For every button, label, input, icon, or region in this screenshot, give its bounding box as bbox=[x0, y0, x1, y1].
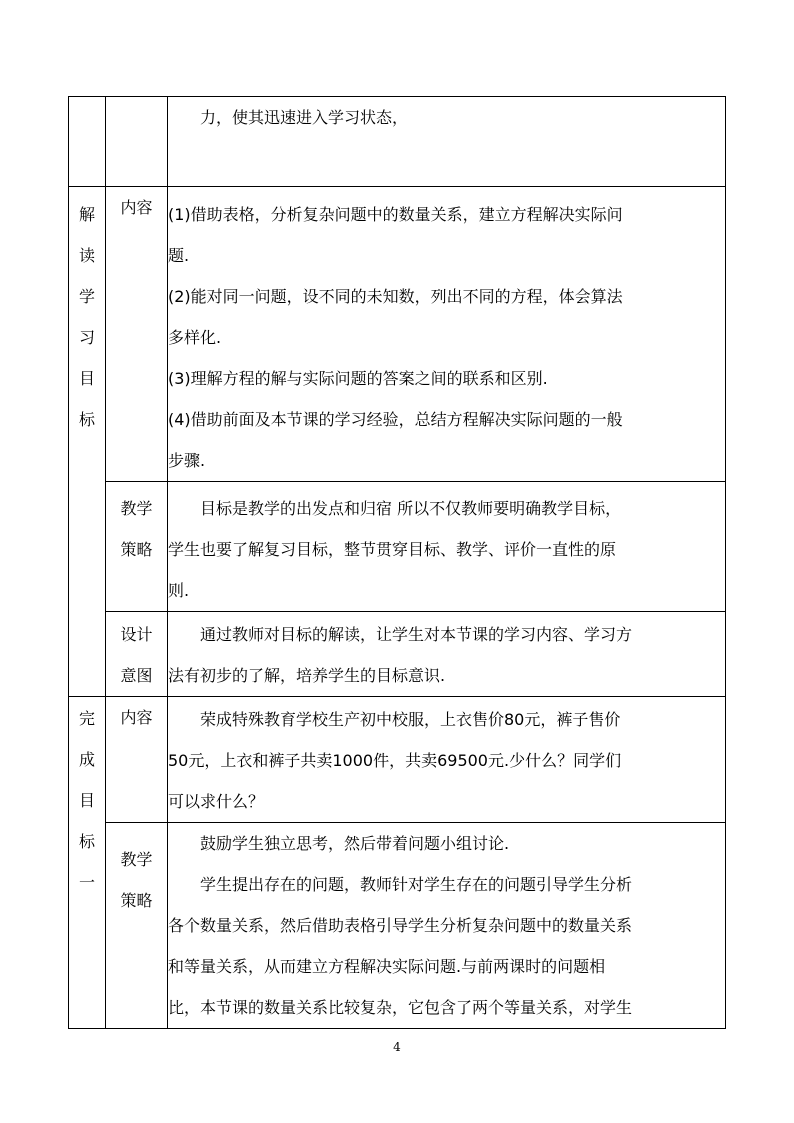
continuation-row bbox=[69, 97, 726, 187]
label-design-intent: 设计 意图 bbox=[106, 612, 168, 697]
lesson-plan-table bbox=[68, 96, 726, 1029]
goal-one-strategy-text: 鼓励学生独立思考，然后带着问题小组讨论. 学生提出存在的问题，教师针对学生存在的问题引导学生分析 各个数量关系，然后借助表格引导学生分析复杂问题中的数量关系 和等量关系，从而建立方程解决实际问题.与前两课时的问题相 比，本节课的数量关系比较复杂，它包含了两个等量关系，对学生 bbox=[168, 823, 726, 1029]
objective-strategy-row bbox=[69, 482, 726, 612]
label-content: 内容 bbox=[106, 187, 168, 482]
objective-design-text: 通过教师对目标的解读，让学生对本节课的学习内容、学习方 法有初步的了解，培养学生的目标意识. bbox=[168, 612, 726, 697]
goal-one-strategy-row bbox=[69, 823, 726, 1029]
goal-one-content-text: 荣成特殊教育学校生产初中校服，上衣售价80元，裤子售价 50元，上衣和裤子共卖1000件，共卖69500元.少什么？同学们 可以求什么？ bbox=[168, 697, 726, 823]
label-teaching-strategy-goal-one: 教学 策略 bbox=[106, 823, 168, 1029]
section-cell-empty bbox=[69, 97, 106, 187]
continuation-text: 力，使其迅速进入学习状态， bbox=[168, 97, 726, 187]
goal-one-content-row bbox=[69, 697, 726, 823]
objective-strategy-text: 目标是教学的出发点和归宿 所以不仅教师要明确教学目标， 学生也要了解复习目标，整节贯穿目标、教学、评价一直性的原 则. bbox=[168, 482, 726, 612]
section-interpret-objectives: 解 读 学 习 目 标 bbox=[69, 187, 106, 697]
section-complete-goal-one: 完 成 目 标 一 bbox=[69, 697, 106, 1029]
objective-content-text: (1)借助表格，分析复杂问题中的数量关系，建立方程解决实际问 题. (2)能对同一问题，设不同的未知数，列出不同的方程，体会算法 多样化. (3)理解方程的解与实际问题的答案之间的联系和区别. (4)借助前面及本节课的学习经验，总结方程解决实际问题的一般 步骤. bbox=[168, 187, 726, 482]
label-cell-empty bbox=[106, 97, 168, 187]
objective-design-row bbox=[69, 612, 726, 697]
label-teaching-strategy: 教学 策略 bbox=[106, 482, 168, 612]
objective-content-row bbox=[69, 187, 726, 482]
label-content-goal-one: 内容 bbox=[106, 697, 168, 823]
page-number: 4 bbox=[393, 1040, 401, 1054]
